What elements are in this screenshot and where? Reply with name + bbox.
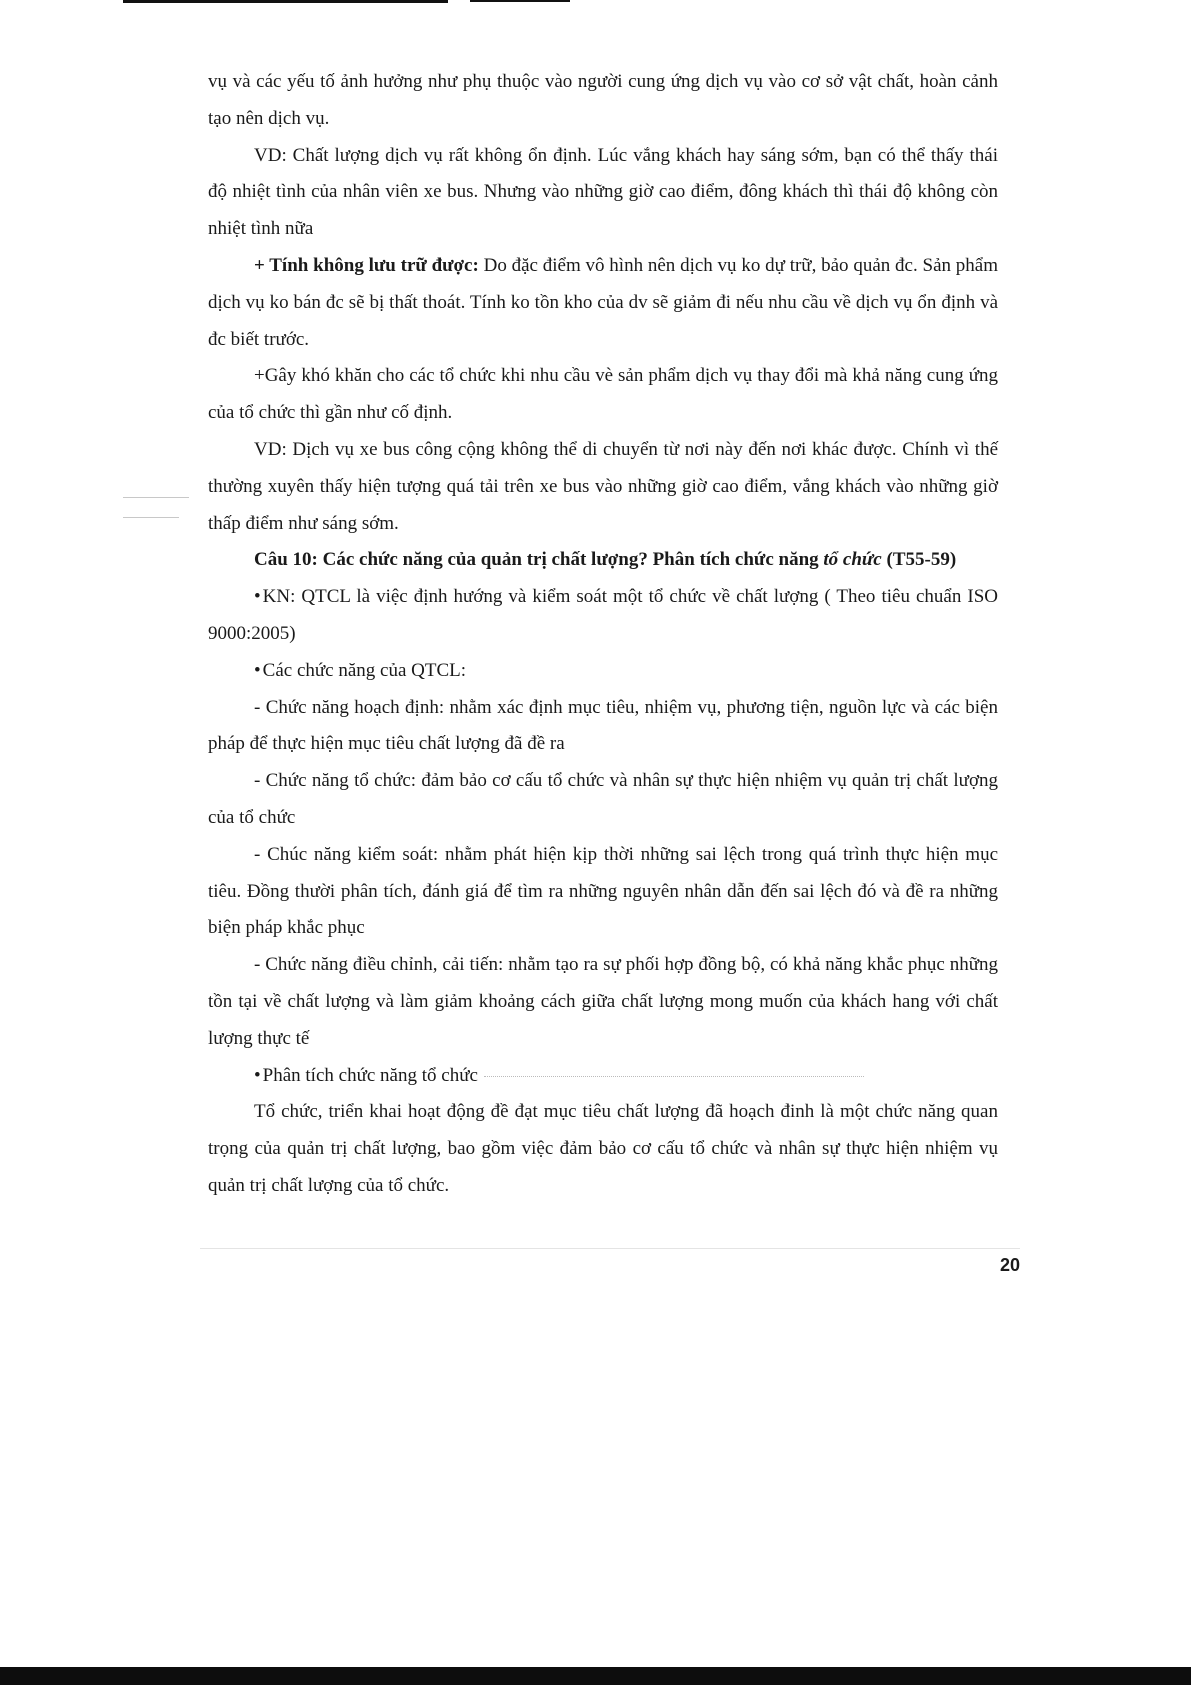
paragraph: +Gây khó khăn cho các tổ chức khi nhu cầu vè sản phẩm dịch vụ thay đổi mà khả năng cung ứng của tổ chức thì gần như cố định. xyxy=(208,365,998,424)
top-rule-left xyxy=(123,0,448,3)
bullet-text: Phân tích chức năng tổ chức xyxy=(262,1064,478,1086)
paragraph: - Chúc năng kiểm soát: nhằm phát hiện kịp thời những sai lệch trong quá trình thực hiện mục tiêu. Đồng thười phân tích, đánh giá để tìm ra những nguyên nhân dẫn đến sai lệch đó và đề ra những biện pháp khắc phục xyxy=(208,843,998,939)
page-body xyxy=(208,64,998,1205)
bullet-paragraph xyxy=(208,579,998,653)
paragraph: VD: Dịch vụ xe bus công cộng không thể di chuyển từ nơi này đến nơi khác được. Chính vì thế thường xuyên thấy hiện tượng quá tải trên xe bus vào những giờ cao điểm, vắng khách vào những giờ thấp điểm như sáng sớm. xyxy=(208,438,998,534)
paragraph: - Chức năng điều chỉnh, cải tiến: nhằm tạo ra sự phối hợp đồng bộ, có khả năng khắc phục những tồn tại về chất lượng và làm giảm khoảng cách giữa chất lượng mong muốn của khách hang với chất lượng thực tế xyxy=(208,954,998,1049)
paragraph: Tổ chức, triển khai hoạt động đề đạt mục tiêu chất lượng đã hoạch đinh là một chức năng quan trọng của quản trị chất lượng, bao gồm việc đảm bảo cơ cấu tổ chức và nhân sự thực hiện nhiệm vụ quản trị chất lượng của tổ chức. xyxy=(208,1101,998,1196)
dotted-leader xyxy=(484,1076,864,1077)
scan-artifact xyxy=(123,497,189,498)
paragraph-text: Do đặc điểm vô hình nên dịch vụ ko dự trữ, bảo quản đc. Sản phẩm dịch vụ ko bán đc sẽ bị thất thoát. Tính ko tồn kho của dv sẽ giảm đi nếu nhu cầu về dịch vụ ổn định và đc biết trước. xyxy=(208,254,998,350)
bullet-icon xyxy=(254,586,263,607)
paragraph: VD: Chất lượng dịch vụ rất không ổn định. Lúc vắng khách hay sáng sớm, bạn có thể thấy thái độ nhiệt tình của nhân viên xe bus. Nhưng vào những giờ cao điểm, đông khách thì thái độ không còn nhiệt tình nữa xyxy=(208,144,998,240)
bullet-icon xyxy=(254,660,263,681)
top-rule-right xyxy=(470,0,570,2)
scan-artifact xyxy=(200,1248,1020,1249)
bullet-paragraph xyxy=(208,653,998,690)
heading-reference: (T55-59) xyxy=(881,549,957,571)
scan-artifact xyxy=(123,517,179,518)
paragraph: vụ và các yếu tố ảnh hưởng như phụ thuộc vào người cung ứng dịch vụ vào cơ sở vật chất, hoàn cảnh tạo nên dịch vụ. xyxy=(208,71,998,129)
heading-emphasis: tổ chức xyxy=(823,549,882,571)
paragraph-bold-lead: + Tính không lưu trữ được: xyxy=(254,254,479,276)
bullet-text: KN: QTCL là việc định hướng và kiểm soát một tổ chức về chất lượng ( Theo tiêu chuẩn ISO 9000:2005) xyxy=(208,586,998,644)
bullet-icon xyxy=(254,1065,263,1086)
bullet-text: Các chức năng của QTCL: xyxy=(262,659,467,681)
paragraph xyxy=(208,248,998,358)
bullet-paragraph xyxy=(208,1058,998,1095)
page-number: 20 xyxy=(999,1255,1020,1275)
question-heading xyxy=(208,542,998,579)
paragraph: - Chức năng tổ chức: đảm bảo cơ cấu tổ chức và nhân sự thực hiện nhiệm vụ quản trị chất lượng của tổ chức xyxy=(208,770,998,828)
paragraph: - Chức năng hoạch định: nhằm xác định mục tiêu, nhiệm vụ, phương tiện, nguồn lực và các biện pháp để thực hiện mục tiêu chất lượng đã đề ra xyxy=(208,696,998,755)
heading-text: Câu 10: Các chức năng của quản trị chất lượng? Phân tích chức năng xyxy=(254,549,824,571)
scan-bottom-edge xyxy=(0,1667,1191,1685)
